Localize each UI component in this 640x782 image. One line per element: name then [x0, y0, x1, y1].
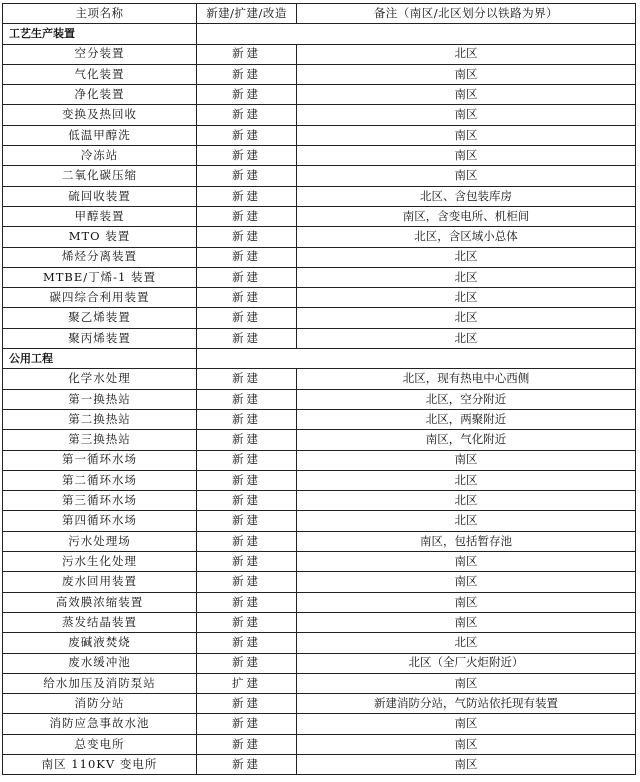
table-row: [3, 653, 636, 673]
header-type: 新建/扩建/改造: [197, 4, 297, 24]
item-name-cell: 污水生化处理: [3, 552, 197, 572]
note-cell: 南区: [297, 754, 636, 774]
build-type-cell: 新建: [197, 714, 297, 734]
table-row: [3, 64, 636, 84]
build-type-cell: 新建: [197, 85, 297, 105]
item-name-cell: 消防应急事故水池: [3, 714, 197, 734]
item-name-cell: 污水处理场: [3, 531, 197, 551]
table-row: [3, 206, 636, 226]
note-cell: 南区: [297, 146, 636, 166]
table-row: [3, 592, 636, 612]
build-type-cell: 新建: [197, 267, 297, 287]
table-row: [3, 734, 636, 754]
note-cell: 南区: [297, 612, 636, 632]
build-type-cell: 新建: [197, 633, 297, 653]
table-row: [3, 754, 636, 774]
table-row: [3, 612, 636, 632]
table-row: [3, 409, 636, 429]
build-type-cell: 新建: [197, 734, 297, 754]
build-type-cell: 新建: [197, 592, 297, 612]
build-type-cell: 新建: [197, 125, 297, 145]
build-type-cell: 新建: [197, 166, 297, 186]
note-cell: 南区: [297, 592, 636, 612]
note-cell: 南区: [297, 166, 636, 186]
section-title: 公用工程: [3, 349, 197, 369]
section-title: 工艺生产装置: [3, 24, 197, 44]
section-empty-cell: [197, 349, 636, 369]
note-cell: 北区，现有热电中心西侧: [297, 369, 636, 389]
table-row: [3, 389, 636, 409]
table-row: [3, 673, 636, 693]
item-name-cell: 蒸发结晶装置: [3, 612, 197, 632]
header-row: [3, 4, 636, 24]
note-cell: 南区: [297, 125, 636, 145]
build-type-cell: 新建: [197, 612, 297, 632]
note-cell: 南区，包括暂存池: [297, 531, 636, 551]
item-name-cell: 甲醇装置: [3, 206, 197, 226]
header-note: 备注（南区/北区划分以铁路为界）: [297, 4, 636, 24]
item-name-cell: 空分装置: [3, 44, 197, 64]
note-cell: 北区，空分附近: [297, 389, 636, 409]
header-name: 主项名称: [3, 4, 197, 24]
table-row: [3, 470, 636, 490]
note-cell: 北区，含区域小总体: [297, 227, 636, 247]
item-name-cell: 聚丙烯装置: [3, 328, 197, 348]
build-type-cell: 新建: [197, 247, 297, 267]
build-type-cell: 新建: [197, 288, 297, 308]
table-row: [3, 714, 636, 734]
item-name-cell: 二氧化碳压缩: [3, 166, 197, 186]
note-cell: 新建消防分站，气防站依托现有装置: [297, 694, 636, 714]
project-items-table: [2, 3, 636, 775]
build-type-cell: 新建: [197, 64, 297, 84]
note-cell: 南区: [297, 572, 636, 592]
note-cell: 南区: [297, 105, 636, 125]
build-type-cell: 新建: [197, 206, 297, 226]
item-name-cell: 第一换热站: [3, 389, 197, 409]
build-type-cell: 新建: [197, 430, 297, 450]
note-cell: 北区: [297, 247, 636, 267]
note-cell: 南区，气化附近: [297, 430, 636, 450]
item-name-cell: 化学水处理: [3, 369, 197, 389]
build-type-cell: 新建: [197, 186, 297, 206]
build-type-cell: 新建: [197, 653, 297, 673]
table-row: [3, 694, 636, 714]
build-type-cell: 新建: [197, 105, 297, 125]
build-type-cell: 新建: [197, 754, 297, 774]
table-row: [3, 267, 636, 287]
table-row: [3, 531, 636, 551]
table-body: [3, 4, 636, 775]
note-cell: 南区: [297, 85, 636, 105]
item-name-cell: 第二循环水场: [3, 470, 197, 490]
table-row: [3, 44, 636, 64]
table-row: [3, 491, 636, 511]
item-name-cell: 第一循环水场: [3, 450, 197, 470]
note-cell: 北区、含包装库房: [297, 186, 636, 206]
item-name-cell: 总变电所: [3, 734, 197, 754]
table-row: [3, 450, 636, 470]
table-row: [3, 166, 636, 186]
table-row: [3, 369, 636, 389]
item-name-cell: 硫回收装置: [3, 186, 197, 206]
build-type-cell: 新建: [197, 44, 297, 64]
item-name-cell: 烯烃分离装置: [3, 247, 197, 267]
item-name-cell: 第三循环水场: [3, 491, 197, 511]
item-name-cell: 变换及热回收: [3, 105, 197, 125]
section-row: [3, 24, 636, 44]
note-cell: 北区，两聚附近: [297, 409, 636, 429]
item-name-cell: 低温甲醇洗: [3, 125, 197, 145]
item-name-cell: 消防分站: [3, 694, 197, 714]
build-type-cell: 新建: [197, 328, 297, 348]
item-name-cell: 第三换热站: [3, 430, 197, 450]
item-name-cell: MTO 装置: [3, 227, 197, 247]
table-row: [3, 552, 636, 572]
note-cell: 北区: [297, 44, 636, 64]
build-type-cell: 新建: [197, 470, 297, 490]
note-cell: 北区: [297, 267, 636, 287]
build-type-cell: 新建: [197, 308, 297, 328]
table-row: [3, 308, 636, 328]
note-cell: 南区: [297, 714, 636, 734]
note-cell: 南区: [297, 64, 636, 84]
item-name-cell: 高效膜浓缩装置: [3, 592, 197, 612]
item-name-cell: 废水回用装置: [3, 572, 197, 592]
item-name-cell: 气化装置: [3, 64, 197, 84]
item-name-cell: 废碱液焚烧: [3, 633, 197, 653]
table-row: [3, 511, 636, 531]
table-row: [3, 105, 636, 125]
build-type-cell: 新建: [197, 146, 297, 166]
item-name-cell: 冷冻站: [3, 146, 197, 166]
note-cell: 北区: [297, 511, 636, 531]
table-row: [3, 430, 636, 450]
item-name-cell: 给水加压及消防泵站: [3, 673, 197, 693]
note-cell: 南区: [297, 673, 636, 693]
note-cell: 北区: [297, 288, 636, 308]
build-type-cell: 新建: [197, 450, 297, 470]
note-cell: 北区: [297, 633, 636, 653]
note-cell: 北区（全厂火炬附近）: [297, 653, 636, 673]
item-name-cell: 聚乙烯装置: [3, 308, 197, 328]
note-cell: 南区: [297, 734, 636, 754]
table-row: [3, 146, 636, 166]
build-type-cell: 新建: [197, 694, 297, 714]
table-row: [3, 633, 636, 653]
build-type-cell: 新建: [197, 491, 297, 511]
item-name-cell: 第二换热站: [3, 409, 197, 429]
table-row: [3, 328, 636, 348]
note-cell: 南区: [297, 450, 636, 470]
table-row: [3, 288, 636, 308]
build-type-cell: 扩建: [197, 673, 297, 693]
build-type-cell: 新建: [197, 409, 297, 429]
table-row: [3, 125, 636, 145]
table-row: [3, 85, 636, 105]
item-name-cell: MTBE/丁烯-1 装置: [3, 267, 197, 287]
table-row: [3, 247, 636, 267]
build-type-cell: 新建: [197, 389, 297, 409]
item-name-cell: 南区 110KV 变电所: [3, 754, 197, 774]
item-name-cell: 废水缓冲池: [3, 653, 197, 673]
note-cell: 南区: [297, 552, 636, 572]
build-type-cell: 新建: [197, 531, 297, 551]
build-type-cell: 新建: [197, 227, 297, 247]
note-cell: 南区，含变电所、机柜间: [297, 206, 636, 226]
note-cell: 北区: [297, 328, 636, 348]
build-type-cell: 新建: [197, 511, 297, 531]
table-row: [3, 572, 636, 592]
build-type-cell: 新建: [197, 552, 297, 572]
note-cell: 北区: [297, 470, 636, 490]
note-cell: 北区: [297, 491, 636, 511]
note-cell: 北区: [297, 308, 636, 328]
item-name-cell: 第四循环水场: [3, 511, 197, 531]
build-type-cell: 新建: [197, 572, 297, 592]
item-name-cell: 碳四综合利用装置: [3, 288, 197, 308]
table-row: [3, 186, 636, 206]
build-type-cell: 新建: [197, 369, 297, 389]
table-row: [3, 227, 636, 247]
item-name-cell: 净化装置: [3, 85, 197, 105]
section-empty-cell: [197, 24, 636, 44]
section-row: [3, 349, 636, 369]
